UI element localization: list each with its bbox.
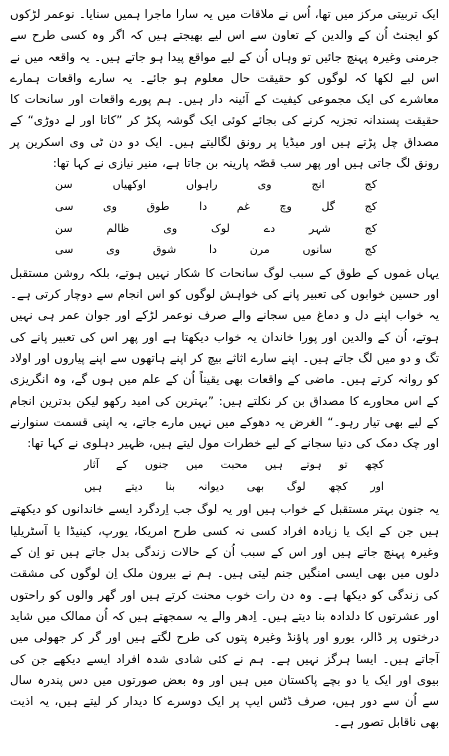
poem-word: بنا xyxy=(165,479,176,493)
poem-word: سن xyxy=(55,221,73,235)
poem-word: اور xyxy=(370,479,384,493)
poem-word: کچھ xyxy=(364,458,384,472)
poem-word: ہیں xyxy=(84,479,103,493)
poem-word: لوگ xyxy=(286,479,306,493)
poem-word: تو xyxy=(338,458,348,472)
poem-word: ہیں xyxy=(264,458,283,472)
poem-word: مرن xyxy=(249,243,270,257)
poem-word: اوکھیاں xyxy=(112,178,146,192)
poem-word: ظالم xyxy=(106,221,130,235)
poem-word: کج xyxy=(364,199,377,213)
poem-line xyxy=(84,454,384,476)
poem-word: انج xyxy=(311,178,325,192)
poem-word: کج xyxy=(364,221,377,235)
poem-word: راہواں xyxy=(185,178,218,192)
poem-word: دیتے xyxy=(124,479,143,493)
poem-word: سن xyxy=(55,178,73,192)
poem-word: سانوں xyxy=(302,243,332,257)
poem-word: شوق xyxy=(152,243,177,257)
poem-word: شہر xyxy=(309,221,331,235)
poem-word: کے xyxy=(116,458,128,472)
poem-word: وی xyxy=(257,178,272,192)
paragraph-2: یہاں غموں کے طوق کے سبب لوگ سانحات کا شکار نہیں ہوتے، بلکہ روشن مستقبل اور حسین خوابوں کی تعبیر پانے کی خواہش لوگوں کو اس انجام سے دوچار کرتی ہے۔ یہ خواب اپنے دل و دماغ میں سجانے والے صرف نوعمر لڑکے اور جوان عمر ہی نہیں ہوتے، اُن کے والدین اور پورا خاندان یہ خواب دیکھتا ہے اور پھر اس کی تعبیر پانے کی تگ و دو میں لگ جاتے ہیں۔ اپنے سارے اثاثے بیچ کر اپنے ہاتھوں سے اپنے پیاروں اور اولاد کو روانہ کرتے ہیں۔ ماضی کے واقعات بھی یقیناً اُن کے علم میں ہوں گے، وہ انگریزی کے اس محاورے کا مصداق بن کر نکلتے ہیں: ”بہترین کی امید رکھو لیکن بدترین انجام کے لیے بھی تیار رہو۔“ الغرض یہ دھوکے میں نہیں مارے جاتے، یہ اپنی قسمت سنوارنے اور چک دمک کی دنیا سجانے کے لیے خطرات مول لیتے ہیں، ظہیر دہلوی نے کہا تھا: xyxy=(10,265,439,451)
poem-word: دا xyxy=(209,243,217,257)
poem-word: جنوں xyxy=(144,458,169,472)
poem-word: کج xyxy=(364,243,377,257)
poem-word: دے xyxy=(263,221,276,235)
poem-line xyxy=(84,476,384,498)
poem-word: سی xyxy=(55,243,74,257)
poem-line xyxy=(55,218,377,240)
poem-word: لوک xyxy=(211,221,230,235)
poem-word: وچ xyxy=(279,199,292,213)
poem-word: غم xyxy=(236,199,250,213)
paragraph-1: ایک تربیتی مرکز میں تھا، اُس نے ملاقات میں یہ سارا ماجرا ہمیں سنایا۔ نوعمر لڑکوں کو ایجنٹ اُن کے والدین کے تعاون سے اس لیے بھیجتے ہیں کہ اگر وہ کسی طرح سے جرمنی وغیرہ پہنچ جائیں تو وہاں اُن کے لیے مواقع پیدا ہو جاتے ہیں۔ یہ واقعہ میں نے اس لیے لکھا کہ لوگوں کو حقیقت حال معلوم ہو جائے۔ یہ سارے واقعات ہمارے معاشرے کی ایک مجموعی کیفیت کے آئینہ دار ہیں۔ ہم پورے واقعات اور سانحات کا حقیقت پسندانہ تجزیہ کرنے کی بجائے کوئی ایک گوشہ پکڑ کر ”کاتا اور لے دوڑی“ کے مصداق چل پڑتے ہیں اور میڈیا پر رونق لگالیتے ہیں۔ ایک دو دن ٹی وی اسکرین پر رونق لگ جاتی ہیں اور پھر سب قصّہ پارینہ بن جاتا ہے، منیر نیازی نے کہا تھا: xyxy=(10,7,439,171)
poem-word: آثار xyxy=(84,458,99,472)
poem-word: وی xyxy=(163,221,178,235)
poem-word: وی xyxy=(106,243,121,257)
paragraph-3: یہ جنون بہتر مستقبل کے خواب ہیں اور یہ لوگ جب اِردگرد ایسے خاندانوں کو دیکھتے ہیں جن کے ایک یا زیادہ افراد کسی نہ کسی طرح امریکا، یورپ، کینیڈا یا آسٹریلیا وغیرہ پہنچ جاتے ہیں اور اس کے سبب اُن کے حالات زندگی بدل جاتے ہیں تو اِن کے دلوں میں بھی ایسی امنگیں جنم لیتی ہیں۔ ہم نے بیرون ملک اِن لوگوں کی مشقت کی زندگی کو دیکھا ہے۔ وہ دن رات خوب محنت کرتے ہیں اور گھر والوں کو راحتوں اور عشرتوں کا دلدادہ بنا دیتے ہیں۔ اِدھر والے یہ سمجھتے ہیں کہ اُن ممالک میں شاید درختوں پر ڈالر، یورو اور پاؤنڈ وغیرہ پتوں کی طرح لگتے ہیں اور گر کر جھولی میں آجاتے ہیں۔ ایسا ہرگز نہیں ہے۔ ہم نے کئی شادی شدہ افراد ایسے دیکھے جن کی بیوی اور ایک یا دو بچے پاکستان میں ہیں اور وہ بعض صورتوں میں دس پندرہ سال سے اُن سے دور ہیں، صرف ڈٹس ایپ پر ایک دوسرے کا دیدار کر لیتے ہیں، یہ اذیت بھی ناقابل تصور ہے۔ xyxy=(10,502,439,730)
poem-word: بھی xyxy=(246,479,265,493)
poem-line xyxy=(55,196,377,218)
poem-word: سی xyxy=(55,199,74,213)
poem-line xyxy=(55,239,377,261)
poem-word: طوق xyxy=(146,199,170,213)
poem-word: میں xyxy=(185,458,204,472)
poem-word: دا xyxy=(199,199,208,213)
poem-zaheer-dehlvi xyxy=(84,454,384,497)
poem-word: کچھ xyxy=(328,479,348,493)
poem-word: کج xyxy=(364,178,377,192)
poem-word: محبت xyxy=(220,458,248,472)
poem-line xyxy=(55,174,377,196)
poem-word: گل xyxy=(321,199,336,213)
poem-word: وی xyxy=(103,199,117,213)
poem-word: دیوانہ xyxy=(197,479,224,493)
poem-munir-niazi xyxy=(55,174,377,260)
poem-word: ہوتے xyxy=(300,458,322,472)
